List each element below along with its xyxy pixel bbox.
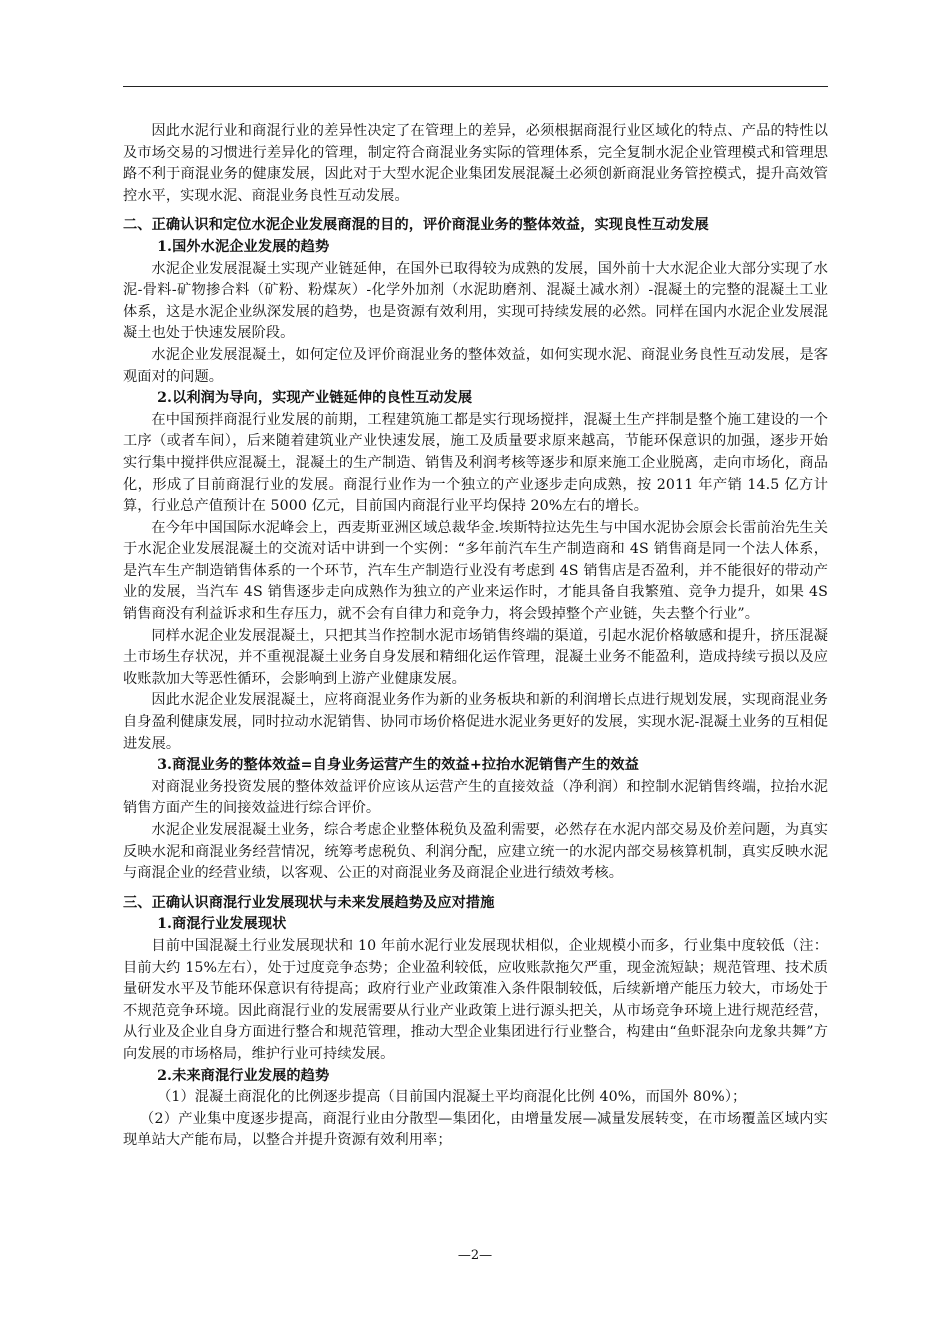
- subheading-2-1: 1.国外水泥企业发展的趋势: [157, 238, 330, 255]
- paragraph-intro: 因此水泥行业和商混行业的差异性决定了在管理上的差异，必须根据商混行业区域化的特点、产品的特性以及市场交易的习惯进行差异化的管理，制定符合商混业务实际的管理体系，完全复制水泥企业管理模式和管理思路不利于商混业务的健康发展，因此对于大型水泥企业集团发展混凝土必须创新商混业务管控模式，提升高效管控水平，实现水泥、商混业务良性互动发展。: [123, 123, 828, 204]
- paragraph-2-1-a: 水泥企业发展混凝土实现产业链延伸，在国外已取得较为成熟的发展，国外前十大水泥企业大部分实现了水泥-骨料-矿物掺合料（矿粉、粉煤灰）-化学外加剂（水泥助磨剂、混凝土减水剂）-混凝土的完整的混凝土工业体系，这是水泥企业纵深发展的趋势，也是资源有效利用，实现可持续发展的必然。同样在国内水泥企业发展混凝土也处于快速发展阶段。: [123, 260, 828, 342]
- paragraph-3-1-a: 目前中国混凝土行业发展现状和 10 年前水泥行业发展现状相似，企业规模小而多，行业集中度较低（注：目前大约 15%左右），处于过度竞争态势；企业盈利较低，应收账款拖欠严重，现金流短缺；规范管理、技术质量研发水平及节能环保意识有待提高；政府行业产业政策准入条件限制较低，后续新增产能压力较大，市场处于不规范竞争环境。因此商混行业的发展需要从行业产业政策上进行源头把关，从市场竞争环境上进行规范经营，从行业及企业自身方面进行整合和规范管理，推动大型企业集团进行行业整合，构建由“鱼虾混杂向龙象共舞”方向发展的市场格局，维护行业可持续发展。: [123, 937, 828, 1062]
- paragraph-2-2-a: 在中国预拌商混行业发展的前期，工程建筑施工都是实行现场搅拌，混凝土生产拌制是整个施工建设的一个工序（或者车间），后来随着建筑业产业快速发展，施工及质量要求原来越高，节能环保意识的加强，逐步开始实行集中搅拌供应混凝土，混凝土的生产制造、销售及利润考核等逐步和原来施工企业脱离，走向市场化，商品化，形成了目前商混行业的发展。商混行业作为一个独立的产业逐步走向成熟，按 2011 年产销 14.5 亿方计算，行业总产值预计在 5000 亿元，目前国内商混行业平均保持 20%左右的增长。: [123, 411, 828, 515]
- subheading-2-2: 2.以利润为导向，实现产业链延伸的良性互动发展: [157, 390, 473, 407]
- subheading-3-2: 2.未来商混行业发展的趋势: [157, 1067, 330, 1084]
- paragraph-2-1-b: 水泥企业发展混凝土，如何定位及评价商混业务的整体效益，如何实现水泥、商混业务良性互动发展，是客观面对的问题。: [123, 346, 828, 385]
- paragraph-2-2-d: 因此水泥企业发展混凝土，应将商混业务作为新的业务板块和新的利润增长点进行规划发展，实现商混业务自身盈利健康发展，同时拉动水泥销售、协同市场价格促进水泥业务更好的发展，实现水泥-混凝土业务的互相促进发展。: [123, 692, 828, 752]
- list-item-2: （2）产业集中度逐步提高，商混行业由分散型—集团化，由增量发展—减量发展转变，在市场覆盖区域内实现单站大产能布局，以整合并提升资源有效利用率；: [123, 1110, 828, 1149]
- paragraph-2-2-c: 同样水泥企业发展混凝土，只把其当作控制水泥市场销售终端的渠道，引起水泥价格敏感和提升，挤压混凝土市场生存状况，并不重视混凝土业务自身发展和精细化运作管理，混凝土业务不能盈利，造成持续亏损以及应收账款加大等恶性循环，会影响到上游产业健康发展。: [123, 627, 828, 687]
- paragraph-2-2-b: 在今年中国国际水泥峰会上，西麦斯亚洲区域总裁华金.埃斯特拉达先生与中国水泥协会原会长雷前治先生关于水泥企业发展混凝土的交流对话中讲到一个实例：“多年前汽车生产制造商和 4S 销售商是同一个法人体系，是汽车生产制造销售体系的一个环节，汽车生产制造行业没有考虑到 4S 销售店是否盈利，并不能很好的带动产业的发展，当汽车 4S 销售逐步走向成熟作为独立的产业来运作时，才能具备自我繁殖、竞争力提升，如果 4S 销售商没有利益诉求和生存压力，就不会有自律力和竞争力，将会毁掉整个产业链，失去整个行业”。: [123, 519, 828, 623]
- header-rule: [123, 86, 828, 87]
- paragraph-2-3-b: 水泥企业发展混凝土业务，综合考虑企业整体税负及盈利需要，必然存在水泥内部交易及价差问题，为真实反映水泥和商混业务经营情况，统筹考虑税负、利润分配，应建立统一的水泥内部交易核算机制，真实反映水泥与商混企业的经营业绩，以客观、公正的对商混业务及商混企业进行绩效考核。: [123, 822, 828, 882]
- subheading-3-1: 1.商混行业发展现状: [157, 916, 287, 933]
- section-heading-2: 二、正确认识和定位水泥企业发展商混的目的，评价商混业务的整体效益，实现良性互动发展: [123, 217, 709, 234]
- section-heading-3: 三、正确认识商混行业发展现状与未来发展趋势及应对措施: [123, 894, 495, 911]
- list-item-1: （1）混凝土商混化的比例逐步提高（目前国内混凝土平均商混化比例 40%，而国外 80%）；: [157, 1089, 747, 1106]
- document-body: [123, 121, 828, 1152]
- subheading-2-3: 3.商混业务的整体效益=自身业务运营产生的效益+拉抬水泥销售产生的效益: [157, 757, 639, 774]
- paragraph-2-3-a: 对商混业务投资发展的整体效益评价应该从运营产生的直接效益（净利润）和控制水泥销售终端，拉抬水泥销售方面产生的间接效益进行综合评价。: [123, 778, 828, 817]
- page-number: —2—: [457, 1248, 493, 1263]
